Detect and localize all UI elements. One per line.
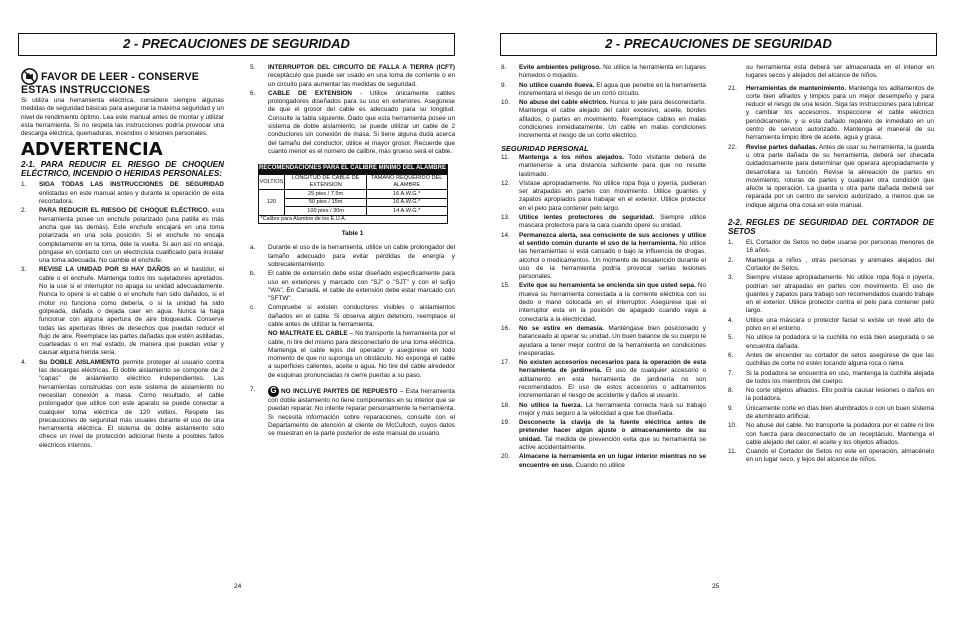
item-bold: Evite ambientes peligroso. bbox=[519, 64, 601, 71]
item-bold: NO INCLUYE PARTES DE REPUESTO bbox=[281, 388, 398, 396]
item-bold: Utilice lentes protectores de seguridad. bbox=[519, 214, 655, 222]
item-text: Antes de encender su cortador de setos asegúrese de que las cuchillas de corte no estén tocando alguna roca o rama. bbox=[746, 351, 934, 368]
heading-favor: FAVOR DE LEER - CONSERVE bbox=[41, 70, 200, 83]
wire-gauge-table bbox=[258, 174, 448, 216]
table-cell: 14 A.W.G.* bbox=[366, 207, 447, 216]
item-bold: INTERRUPTOR DEL CIRCUITO DE FALLA A TIERRA (ICFT) bbox=[268, 64, 455, 71]
list-item bbox=[501, 359, 706, 400]
item-bold: Almacene la herramienta en un lugar interior mientras no se encuentre en uso. bbox=[519, 453, 706, 469]
item-number: 9. bbox=[728, 404, 734, 412]
item-number: 11. bbox=[728, 448, 737, 456]
table-header-longitud: LONGITUD DE CABLE DE EXTENSION bbox=[285, 174, 367, 189]
item-bold: Desconecte la clavija de la fuente eléctrica antes de pretender hacer algún ajuste o almacenamiento de su unidad. bbox=[519, 419, 706, 443]
item-number: 14. bbox=[501, 231, 510, 239]
list-item bbox=[728, 334, 934, 351]
item-number: 15. bbox=[501, 282, 510, 290]
item-text: No abuse del cable. No transporte la podadora por el cable ni tire con fuerza para desconectarlo de un receptáculo. Mantenga el cable alejado del calor, el aceite y los objetos afilados. bbox=[746, 422, 934, 446]
item-text: No utilice la podadora si la cuchilla no está bien asegurada o se encuentra dañada. bbox=[746, 334, 934, 350]
item-bold: SIGA TODAS LAS INSTRUCCIONES DE SEGURIDAD bbox=[39, 181, 224, 189]
item-text: La herramienta correcta hará su trabajo mejor y más seguro a la velocidad a que fue diseñada. bbox=[519, 401, 706, 417]
list-item bbox=[250, 304, 455, 329]
list-item-maltrate bbox=[250, 330, 455, 380]
item-number: b. bbox=[250, 270, 256, 278]
list-item bbox=[21, 181, 224, 206]
item-text: su herramienta esta deberá ser almacenada en el interior en lugares secos y alejados del alcance de niños. bbox=[746, 64, 934, 80]
table-header-voltios: VOLTIOS bbox=[258, 174, 285, 189]
item-text: Siempre vístase apropiadamente. No utilice ropa floja o joyería, podrían ser atrapadas en partes con movimiento. El uso de guantes y zapatos para trabajo son recomendados cuando trabaje en el exterior. Utilice protector contra el pelo para contener pelo largo. bbox=[746, 274, 934, 315]
item-text: Mantenga los aditamentos de corte bien afilados y limpios para un mejor desempeño y para reducir el riesgo de una lesión. Siga las instrucciones para lubricar y cambiar los accesorios. Inspeccione el cable eléctrico periódicamente, y si esta dañado repárelo de inmediato en un centro de servicio autorizado. Mantenga el maneral de su herramienta limpio libre de aceite, agua y grasa. bbox=[746, 84, 934, 142]
list-item bbox=[728, 370, 934, 387]
item-text: Únicamente corte en días bien alumbrados o con un buen sistema de alumbrado artificial. bbox=[746, 404, 934, 420]
item-number: 17. bbox=[501, 359, 510, 367]
intro-paragraph: Si utiliza una herramienta eléctrica, considere siempre algunas medidas de seguridad básicas para asegurar la máxima seguridad y un nivel de rendimiento óptimo. Lea este manual antes de montar y utilizar esta herramienta. Si no respeta las instrucciones podría provocar una descarga eléctrica, quemaduras, incendios o lesiones personales. bbox=[21, 97, 224, 138]
item-number: 8. bbox=[501, 64, 507, 71]
list-item bbox=[501, 232, 706, 282]
table-title: RECOMENDACIONES PARA EL CALIBRE MINIMO DEL ALAMBRE bbox=[258, 164, 448, 174]
list-item-7 bbox=[250, 386, 455, 438]
item-text: Siempre utilice mascara protectora para la cara cuando opere su unidad. bbox=[519, 214, 706, 230]
table-header-tamano: TAMAÑO REQUERIDO DEL ALAMBRE bbox=[366, 174, 447, 189]
item-bold: No abuse del cable eléctrico. bbox=[519, 99, 608, 107]
item-bold: No utilice la fuerza. bbox=[519, 401, 583, 409]
item-number: 7. bbox=[250, 386, 256, 394]
item-text: – Esta herramienta con doble aislamiento no tiene componentes en su interior que se puedan reparar. No intente reparar personalmente la herramienta. Si necesita información sobre reparaciones, consulte con el Departamento de atención al cliente de McCulloch, cuyos datos se muestran en la parte posterior de este manual de usuario. bbox=[268, 388, 455, 438]
item-text: Mantenga a niños , otras personas y animales alejados del Cortador de Setos. bbox=[746, 256, 934, 272]
list-item bbox=[728, 239, 934, 256]
item-text: Antes de usar su herramienta, la guarda u otra parte dañada de su herramienta, deberá ser checada cuidadosamente para determinar que operara apropiadamente y desarrollara su función. Revise la alineación de partes en movimiento, roturas de partes y cualquier otra condición que afecte la operación. La guarda u otra parte dañada deberá ser reparada por un centro de servicio autorizado, a menos que se indique alguna otra cosa en este manual. bbox=[746, 143, 934, 209]
read-heading bbox=[21, 68, 224, 85]
list-item bbox=[501, 154, 706, 179]
list-item bbox=[21, 266, 224, 357]
item-text: – No transporte la herramienta por el cable, ni tire del mismo para desconectarlo de una toma eléctrica. Mantenga el cable lejos del operador y asegúrese en todo momento de que no suponga un obstáculo. No exponga el cable a superficies calientes, aceite o agua. No tire del cable alrededor de esquinas pronunciadas ni cierre puertas a su paso. bbox=[268, 330, 455, 379]
page-number-right: 25 bbox=[712, 583, 720, 590]
list-left-c bbox=[250, 244, 455, 329]
item-text: Si la podadora se encuentra en uso, mantenga la cuchilla alejada de todos los miembros del cuerpo. bbox=[746, 369, 934, 385]
list-item bbox=[501, 402, 706, 419]
item-text: Vístase apropiadamente. No utilice ropa floja o joyería, pudieran ser atrapadas en partes con movimiento. Utilice guantes y zapatos apropiados para trabajar en el exterior. Utilice protector en el pelo para contener pelo largo. bbox=[519, 179, 706, 212]
item-bold: No utilice cuando llueva. bbox=[519, 81, 595, 89]
item-bold: Herramientas de mantenimiento. bbox=[746, 84, 847, 92]
list-right-a bbox=[501, 64, 706, 141]
list-item bbox=[728, 405, 934, 422]
list-right-c bbox=[728, 85, 934, 210]
item-text: EL Cortador de Setos no debe usarse por personas menores de 16 años. bbox=[746, 239, 934, 255]
list-item bbox=[728, 422, 934, 447]
item-number: 5. bbox=[250, 64, 256, 71]
item-text: Manténgase bien posicionado y balanceado al operar su unidad. Un buen balance de su cuerpo le ayudara a tener mejor control de la herramienta en condiciones inesperadas. bbox=[519, 324, 706, 357]
list-item bbox=[728, 317, 934, 334]
item-text: receptáculo que puede ser usado en una toma de corriente o en un circuito para aumentar las medidas de seguridad. bbox=[268, 72, 455, 88]
item-number: 6. bbox=[250, 89, 256, 97]
item-number: c. bbox=[250, 304, 255, 312]
item-number: 7. bbox=[728, 369, 734, 377]
item-number: 13. bbox=[501, 214, 510, 222]
item-text: en el bastidor, el cable o el enchufe. Mantenga todos los sujetadores apretados. No la use si el interruptor no apaga su unidad adecuadamente. Nunca lo opere si el cable o el enchufe han sido dañados, si el motor no funciona como debería, o si la unidad ha sido golpeada, dañada o dejada caer en agua. Nunca la haga funcionar con alguna apertura de aire bloqueada. Conserve todas las aperturas libres de desechos que puedan reducir el flujo de aire. Reemplace las partes dañadas que estén astilladas, cuarteadas o en mal estado, de manera que puedan volar y causar alguna herida seria. bbox=[39, 266, 224, 357]
list-left-a bbox=[21, 181, 224, 450]
item-bold: CABLE DE EXTENSION bbox=[268, 89, 352, 97]
page-number-left: 24 bbox=[234, 583, 242, 590]
item-text: - Utilice únicamente cables prolongadores diseñados para su uso en exteriores. Asegúrese de que el grosor del cable es adecuado para su longitud. Consulte la tabla siguiente. Dado que esta herramienta posee un sistema de doble aislamiento, se puede utilizar un cable de 2 conductores sin conexión de masa. Si tiene alguna duda acerca del tamaño del conductor, utilice el mayor grosor. Recuerde que cuanto menor es el número de calibre, más grueso será el cable. bbox=[268, 89, 455, 155]
item-bold: PARA REDUCIR EL RIESGO DE CHOQUE ELÉCTRICO bbox=[39, 207, 208, 215]
table-cell-volt: 120 bbox=[258, 189, 285, 215]
list-item bbox=[728, 274, 934, 315]
item-text: No corte objetos afilados. Ello podría causar lesiones o daños en la podadora. bbox=[746, 387, 934, 403]
item-number: 4. bbox=[21, 358, 27, 366]
list-item bbox=[501, 214, 706, 231]
item-text: Utilice una máscara o protector facial si existe un nivel alto de polvo en el entorno. bbox=[746, 316, 934, 333]
item-text: El agua que penetre en la herramienta incrementara el riesgo de un corto circuito. bbox=[519, 81, 706, 97]
list-item bbox=[501, 82, 706, 99]
list-item bbox=[501, 64, 706, 81]
list-item bbox=[501, 180, 706, 213]
list-item bbox=[250, 270, 455, 303]
item-text: Tal medida de prevención evita que su herramienta se active accidentalmente. bbox=[519, 435, 706, 452]
item-bold: Su DOBLE AISLAMIENTO bbox=[39, 358, 120, 366]
list-item bbox=[501, 419, 706, 452]
list-item bbox=[728, 257, 934, 274]
item-text: El cable de extensión debe estar diseñado específicamente para uso en exteriores y marcado con "SJ" o "SJT" y con el sufijo "WA". En Canadá, el cable de extensión debe estar marcado con "SFTW". bbox=[268, 270, 455, 303]
item-text: Todo visitante deberá de mantenerse a una distancia suficiente para que no resulte lastimado. bbox=[519, 153, 706, 178]
item-number: 12. bbox=[501, 179, 510, 187]
list-item bbox=[728, 352, 934, 369]
list-item bbox=[728, 144, 934, 210]
item-bold: Permanezca alerta, sea consciente de sus acciones y utilice el sentido común durante el uso de la herramienta. bbox=[519, 231, 706, 247]
list-item bbox=[728, 448, 934, 465]
left-column-2 bbox=[250, 64, 455, 440]
right-column-1 bbox=[501, 64, 706, 471]
item-bold: Mantenga a los niños alejados. bbox=[519, 153, 624, 161]
item-number: 1. bbox=[728, 239, 734, 247]
item-text: No mueva su herramienta conectada a la corriente eléctrica con su dedo o mano colocada en el interruptor. Asegúrese que el interruptor esta en la posición de apagado cuando vaya a conectarla a la electricidad. bbox=[519, 282, 706, 323]
item-number: 11. bbox=[501, 153, 510, 161]
advertencia-heading: ADVERTENCIA bbox=[21, 139, 163, 161]
list-item bbox=[21, 359, 224, 450]
item-text: Cuando no utilice bbox=[573, 461, 625, 469]
item-number: 16. bbox=[501, 324, 510, 332]
warning-hand-icon bbox=[21, 68, 38, 85]
list-item bbox=[250, 244, 455, 269]
list-item bbox=[728, 85, 934, 143]
item-number: 3. bbox=[728, 274, 734, 282]
item-text: , esta herramienta posee un enchufe polarizado (una patilla es más ancha que las demás). Este enchufe encajará en una toma polarizada en una sola posición. Si el enchufe no encaja completamente en la toma, déle la vuelta. Si aún así no encaja, póngase en contacto con un electricista cualificado para instalar una toma adecuada. No cambie el enchufe. bbox=[39, 207, 225, 265]
item-text: Compruebe si existen conductores visibles o aislamientos dañados en el cable. Si observa algún deterioro, reemplace el cable antes de utilizar la herramienta. bbox=[268, 304, 455, 328]
item-number: 19. bbox=[501, 419, 510, 427]
table-cell: 50 pies / 15m bbox=[285, 198, 367, 207]
item-number: 10. bbox=[501, 99, 510, 107]
item-number: 2. bbox=[728, 256, 734, 264]
right-column-2 bbox=[728, 64, 934, 466]
item-number: a. bbox=[250, 244, 256, 252]
subheading-personal: SEGURIDAD PERSONAL bbox=[501, 143, 589, 153]
item-number: 6. bbox=[728, 351, 734, 359]
g-circle-icon: G bbox=[268, 386, 279, 397]
item-number: 20. bbox=[501, 453, 510, 461]
list-item-continued bbox=[728, 64, 934, 81]
subheading-2-2: 2-2. REGLES DE SEGURIDAD DEL CORTADOR DE SETOS bbox=[728, 218, 934, 237]
list-item bbox=[250, 90, 455, 156]
list-right-d bbox=[728, 239, 934, 465]
section-banner-left: 2 - PRECAUCIONES DE SEGURIDAD bbox=[18, 33, 455, 56]
table-cell: 100 pies / 30m bbox=[285, 207, 367, 216]
list-left-b bbox=[250, 64, 455, 156]
list-item bbox=[250, 64, 455, 89]
left-column-1 bbox=[21, 64, 224, 451]
list-item bbox=[501, 99, 706, 140]
item-text: enlistadas en este manual antes y durante la operación de esta recortadora. bbox=[39, 189, 224, 206]
item-bold: No se estire en demasía. bbox=[519, 324, 604, 332]
table-cell: 16 A.W.G.* bbox=[366, 198, 447, 207]
item-bold: Revise partes dañadas. bbox=[746, 143, 818, 151]
item-text: permite proteger al usuario contra las descargas eléctricas. El doble aislamiento se compone de 2 "capas" de aislamiento eléctrico independientes. Las herramientas construidas con este sistema de aislamiento no necesitan conexión a masa. Como resultado, el cable prolongador que utilice con este aparato se puede conectar a cualquier toma eléctrica de 120 voltios. Respete las precauciones de seguridad más usuales durante el uso de una herramienta eléctrica. El sistema de doble aislamiento sólo ofrece un nivel de protección adicional frente a posibles fallos eléctricos internos. bbox=[39, 358, 224, 449]
item-number: 5. bbox=[728, 334, 734, 342]
subheading-2-1: 2-1. PARA REDUCIR EL RIESGO DE CHOQUEN ELÉCTRICO, INCENDIO O HERIDAS PERSONALES: bbox=[21, 160, 224, 179]
table-footnote: *Calibre para Alambre de los E.U.A. bbox=[258, 216, 448, 224]
item-text: El uso de cualquier accesorio o aditamento en esta herramienta de jardinería no son recomendados. El uso de estos accesorios o aditamentos incrementaran el riesgo de accidente y daños al usuario. bbox=[519, 367, 707, 400]
table-caption: Table 1 bbox=[341, 230, 364, 238]
item-number: 18. bbox=[501, 401, 510, 409]
item-number: 4. bbox=[728, 316, 734, 324]
item-text: Nunca lo jale para desconectarlo. Mantenga el cable alejado del calor excesivo, aceite, bordes afilados, o partes en movimiento. Reemplace cables en malas condiciones inmediatamente. Un cable en malas condiciones incrementa el riesgo de un corto eléctrico. bbox=[519, 99, 706, 140]
item-bold: NO MALTRATE EL CABLE bbox=[268, 330, 348, 338]
table-cell: 25 pies / 7.5m bbox=[285, 189, 367, 198]
item-text: Durante el uso de la herramienta, utilice un cable prolongador del tamaño adecuado para evitar pérdidas de energía y sobrecalentamiento. bbox=[268, 244, 455, 268]
list-item bbox=[501, 282, 706, 323]
section-banner-right: 2 - PRECAUCIONES DE SEGURIDAD bbox=[500, 33, 937, 56]
item-number: 1. bbox=[21, 181, 27, 189]
item-bold: Evite que su herramienta se encienda sin que usted sepa. bbox=[519, 282, 696, 290]
item-number: 3. bbox=[21, 266, 27, 274]
item-number: 22. bbox=[728, 143, 737, 151]
list-item bbox=[501, 325, 706, 358]
item-number: 9. bbox=[501, 81, 507, 89]
item-text: No utilice la herramienta en lugares húmedos o mojados. bbox=[519, 64, 706, 80]
item-number: 21. bbox=[728, 84, 737, 92]
item-number: 10. bbox=[728, 422, 737, 430]
item-bold: REVISE LA UNIDAD POR SI HAY DAÑOS bbox=[39, 266, 171, 274]
heading-favor-2: ESTAS INSTRUCCIONES bbox=[21, 84, 150, 96]
list-right-b bbox=[501, 154, 706, 470]
list-item bbox=[728, 387, 934, 404]
item-text: Cuando el Cortador de Setos no este en operación, almacénelo en un lugar seco, y lejos del alcance de niños. bbox=[746, 448, 934, 464]
item-text: No utilice las herramientas si está cansado o bajo la influencia de drogas, alcohol o medicamentos. Un momento de desatención durante el uso de la herramienta podría provocar serias lesiones personales. bbox=[519, 239, 706, 281]
item-number: 8. bbox=[728, 387, 734, 395]
list-item bbox=[21, 207, 224, 265]
table-cell: 16 A.W.G.* bbox=[366, 189, 447, 198]
item-bold: No existen accesorios necesarios para la operación de esta herramienta de jardinería. bbox=[519, 359, 706, 375]
item-number: 2. bbox=[21, 207, 27, 215]
list-item bbox=[501, 453, 706, 470]
